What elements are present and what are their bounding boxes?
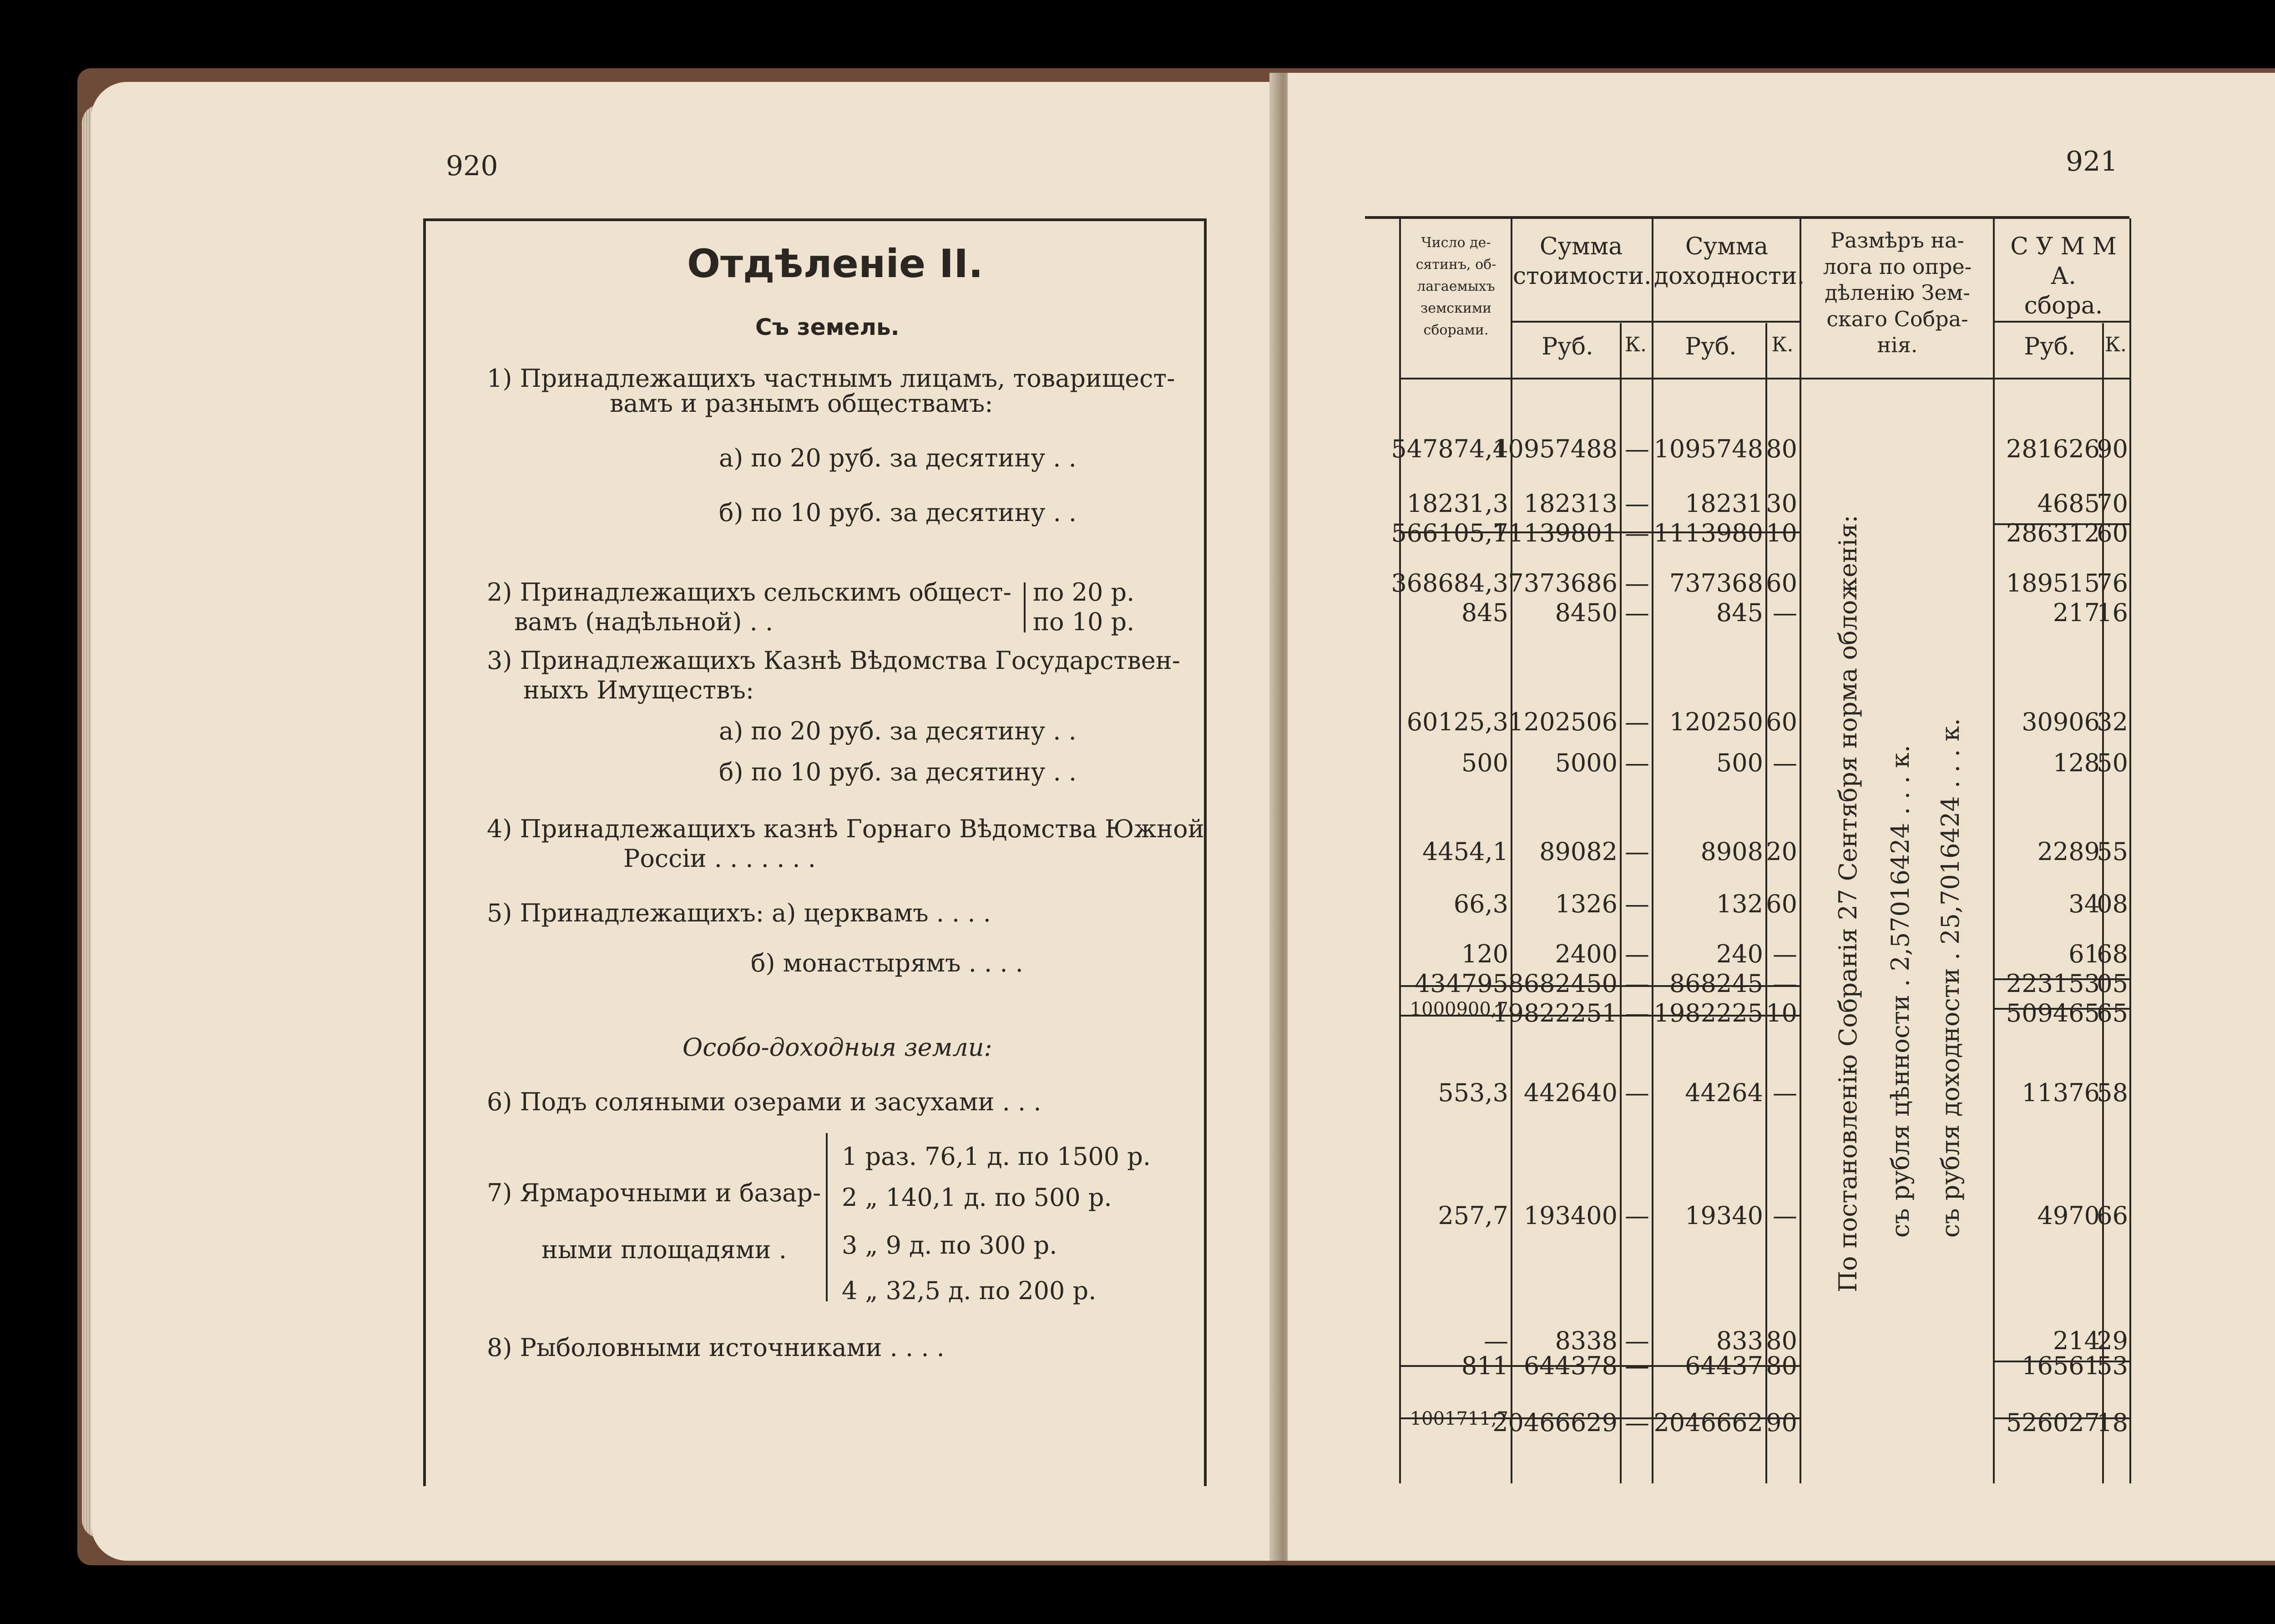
table-cell-dohod_r: 868245: [1669, 969, 1763, 998]
table-cell-sum_k: 65: [2097, 999, 2128, 1027]
table-cell-dohod_k: —: [1773, 1201, 1797, 1230]
item-2-brace: [1024, 582, 1026, 632]
table-cell-sum_k: 60: [2097, 519, 2128, 547]
table-cell-sum_r: 11376: [2022, 1078, 2100, 1107]
table-cell-desyatin: 547874,4: [1391, 435, 1508, 463]
table-cell-stoim_k: —: [1625, 999, 1649, 1027]
table-cell-dohod_k: —: [1773, 598, 1797, 627]
item-1-a: а) по 20 руб. за десятину . .: [719, 444, 1077, 472]
table-cell-desyatin: 1000900,7: [1410, 999, 1508, 1020]
table-cell-sum_r: 30906: [2022, 708, 2100, 736]
item-1-line1: 1) Принадлежащихъ частнымъ лицамъ, товарищест-: [487, 364, 1175, 393]
table-cell-desyatin: 368684,3: [1391, 569, 1508, 597]
table-cell-stoim_k: —: [1625, 519, 1649, 547]
table-vrule: [1993, 218, 1995, 1483]
table-cell-stoim_r: 11139801: [1492, 519, 1618, 547]
table-cell-desyatin: 257,7: [1438, 1201, 1508, 1230]
table-cell-dohod_r: 737368: [1669, 569, 1763, 597]
table-cell-stoim_k: —: [1625, 1078, 1649, 1107]
table-cell-dohod_k: 10: [1766, 999, 1797, 1027]
table-cell-sum_k: 66: [2097, 1201, 2128, 1230]
table-cell-stoim_k: —: [1625, 1326, 1649, 1355]
table-cell-stoim_k: —: [1625, 708, 1649, 736]
table-cell-dohod_r: 845: [1716, 598, 1763, 627]
table-cell-sum_r: 2289: [2037, 837, 2100, 866]
table-cell-sum_r: 214: [2053, 1326, 2100, 1355]
item-2-line1: 2) Принадлежащихъ сельскимъ общест-: [487, 578, 1011, 607]
table-cell-stoim_r: 8682450: [1508, 969, 1618, 998]
header-summa-sbora: С У М М А. сбора.: [2010, 233, 2117, 319]
table-cell-dohod_r: 64437: [1685, 1351, 1763, 1380]
header-dohodnost: Сумма доходности.: [1654, 233, 1805, 290]
norm-text: По постановленію Собранія 27 Сентября норма обложенія:: [1834, 515, 1862, 1292]
table-vrule: [1652, 218, 1653, 1483]
table-cell-sum_k: 18: [2097, 1408, 2128, 1437]
table-cell-stoim_r: 193400: [1523, 1201, 1618, 1230]
table-cell-sum_r: 128: [2053, 749, 2100, 777]
table-cell-stoim_r: 8338: [1555, 1326, 1618, 1355]
norm-value-cost: съ рубля цѣнности . 2,57016424 . . . к.: [1886, 745, 1915, 1238]
table-cell-dohod_r: 8908: [1700, 837, 1763, 866]
table-cell-dohod_r: 500: [1716, 749, 1763, 777]
table-cell-dohod_r: 44264: [1685, 1078, 1763, 1107]
table-cell-dohod_r: 18231: [1685, 489, 1763, 518]
table-cell-stoim_r: 442640: [1523, 1078, 1618, 1107]
table-cell-dohod_k: —: [1773, 749, 1797, 777]
item-3-a: а) по 20 руб. за десятину . .: [719, 717, 1077, 745]
table-vrule: [1800, 218, 1801, 1483]
table-cell-dohod_r: 833: [1716, 1326, 1763, 1355]
table-cell-desyatin: 60125,3: [1406, 708, 1508, 736]
item-1-line2: вамъ и разнымъ обществамъ:: [610, 389, 993, 418]
table-vrule: [1511, 218, 1512, 1483]
table-vrule: [2129, 218, 2131, 1483]
table-cell-desyatin: —: [1484, 1326, 1508, 1355]
table-header-subrule: [1511, 321, 1800, 323]
table-header-rule: [1399, 378, 2129, 379]
item-1-b: б) по 10 руб. за десятину . .: [719, 498, 1077, 527]
table-cell-dohod_k: —: [1773, 969, 1797, 998]
header-stoimost: Сумма стоимости.: [1513, 233, 1652, 290]
table-cell-stoim_k: —: [1625, 749, 1649, 777]
item-2-rate-20: по 20 р.: [1033, 578, 1135, 607]
table-cell-stoim_r: 10957488: [1492, 435, 1618, 463]
table-cell-stoim_r: 182313: [1523, 489, 1618, 518]
item-5-line2: б) монастырямъ . . . .: [751, 949, 1023, 977]
table-cell-desyatin: 553,3: [1438, 1078, 1508, 1107]
header-kop: К.: [2104, 333, 2127, 356]
table-cell-stoim_r: 1326: [1555, 890, 1618, 918]
norm-value-income: съ рубля доходности . 25,7016424 . . . к.: [1936, 718, 1965, 1238]
table-cell-stoim_r: 2400: [1555, 940, 1618, 968]
header-razmer-naloga: Размѣръ на- лога по опре- дѣленію Зем- скаго Собра- нія.: [1823, 228, 1972, 357]
item-7-row-2: 2 „ 140,1 д. по 500 р.: [842, 1183, 1112, 1212]
table-cell-dohod_k: 80: [1766, 1326, 1797, 1355]
table-cell-sum_k: 70: [2097, 489, 2128, 518]
table-cell-sum_k: 55: [2097, 837, 2128, 866]
table-cell-sum_r: 189515: [2006, 569, 2100, 597]
table-cell-desyatin: 500: [1461, 749, 1508, 777]
item-7-brace: [826, 1133, 828, 1301]
table-cell-sum_r: 16561: [2022, 1351, 2100, 1380]
table-cell-sum_r: 281626: [2006, 435, 2100, 463]
table-cell-dohod_r: 120250: [1669, 708, 1763, 736]
table-cell-stoim_k: —: [1625, 890, 1649, 918]
header-kop: К.: [1771, 333, 1794, 356]
table-cell-dohod_k: 80: [1766, 435, 1797, 463]
table-cell-stoim_k: —: [1625, 1201, 1649, 1230]
table-cell-dohod_k: 20: [1766, 837, 1797, 866]
item-7-line2: ными площадями .: [541, 1235, 787, 1264]
table-cell-stoim_k: —: [1625, 837, 1649, 866]
item-7-row-4: 4 „ 32,5 д. по 200 р.: [842, 1276, 1097, 1305]
header-rub: Руб.: [1685, 333, 1737, 360]
table-cell-stoim_k: —: [1625, 1408, 1649, 1437]
item-4-line2: Россіи . . . . . . .: [623, 844, 816, 873]
section-subtitle: Съ земель.: [755, 314, 900, 340]
table-cell-sum_k: 68: [2097, 940, 2128, 968]
table-header-subrule: [1993, 321, 2129, 323]
item-5-line1: 5) Принадлежащихъ: а) церквамъ . . . .: [487, 899, 991, 927]
header-rub: Руб.: [2024, 333, 2076, 360]
item-3-line1: 3) Принадлежащихъ Казнѣ Вѣдомства Государствен-: [487, 646, 1181, 675]
item-4-line1: 4) Принадлежащихъ казнѣ Горнаго Вѣдомства Южной: [487, 815, 1204, 843]
table-cell-sum_k: 76: [2097, 569, 2128, 597]
table-cell-dohod_r: 1982225: [1653, 999, 1763, 1027]
table-cell-dohod_r: 240: [1716, 940, 1763, 968]
table-cell-dohod_k: 60: [1766, 708, 1797, 736]
table-cell-desyatin: 811: [1461, 1351, 1508, 1380]
section-title: Отдѣленіе II.: [687, 241, 983, 287]
table-cell-stoim_k: —: [1625, 598, 1649, 627]
table-vrule: [1620, 323, 1622, 1483]
table-cell-stoim_k: —: [1625, 489, 1649, 518]
table-cell-stoim_r: 7373686: [1508, 569, 1618, 597]
table-cell-stoim_k: —: [1625, 940, 1649, 968]
item-2-rate-10: по 10 р.: [1033, 607, 1135, 636]
table-cell-sum_r: 509465: [2006, 999, 2100, 1027]
table-cell-desyatin: 66,3: [1453, 890, 1508, 918]
table-cell-dohod_r: 1095748: [1653, 435, 1763, 463]
table-cell-stoim_r: 644378: [1523, 1351, 1618, 1380]
table-cell-desyatin: 120: [1461, 940, 1508, 968]
table-cell-desyatin: 434795: [1414, 969, 1508, 998]
table-cell-desyatin: 845: [1461, 598, 1508, 627]
header-desyatin: Число де- сятинъ, об- лагаемыхъ земскими сборами.: [1416, 235, 1496, 338]
table-cell-sum_r: 217: [2053, 598, 2100, 627]
item-3-b: б) по 10 руб. за десятину . .: [719, 758, 1077, 786]
table-cell-sum_k: 90: [2097, 435, 2128, 463]
item-2-line2: вамъ (надѣльной) . .: [514, 607, 774, 636]
table-cell-dohod_k: 60: [1766, 890, 1797, 918]
table-cell-stoim_r: 1202506: [1508, 708, 1618, 736]
table-cell-dohod_r: 132: [1716, 890, 1763, 918]
table-cell-dohod_k: 30: [1766, 489, 1797, 518]
table-cell-sum_k: 50: [2097, 749, 2128, 777]
table-cell-dohod_k: —: [1773, 940, 1797, 968]
table-cell-sum_k: 53: [2097, 1351, 2128, 1380]
item-7-row-1: 1 раз. 76,1 д. по 1500 р.: [842, 1142, 1151, 1171]
table-cell-stoim_k: —: [1625, 1351, 1649, 1380]
header-rub: Руб.: [1542, 333, 1593, 360]
table-cell-desyatin: 1001711,7: [1410, 1408, 1508, 1429]
item-3-line2: ныхъ Имуществъ:: [523, 676, 754, 704]
header-kop: К.: [1624, 333, 1647, 356]
table-cell-dohod_r: 19340: [1685, 1201, 1763, 1230]
table-cell-dohod_k: 80: [1766, 1351, 1797, 1380]
table-cell-stoim_k: —: [1625, 435, 1649, 463]
table-cell-dohod_k: 10: [1766, 519, 1797, 547]
table-cell-sum_k: 05: [2097, 969, 2128, 998]
table-cell-sum_k: 29: [2097, 1326, 2128, 1355]
table-cell-sum_r: 4970: [2037, 1201, 2100, 1230]
item-7-line1: 7) Ярмарочными и базар-: [487, 1179, 821, 1207]
table-cell-dohod_k: —: [1773, 1078, 1797, 1107]
table-cell-desyatin: 18231,3: [1406, 489, 1508, 518]
table-cell-stoim_r: 8450: [1555, 598, 1618, 627]
table-cell-sum_r: 34: [2068, 890, 2100, 918]
special-heading: Особо-доходныя земли:: [682, 1033, 992, 1062]
table-cell-dohod_k: 90: [1766, 1408, 1797, 1437]
table-cell-desyatin: 566105,7: [1391, 519, 1508, 547]
table-cell-stoim_r: 19822251: [1492, 999, 1618, 1027]
table-cell-dohod_r: 1113980: [1653, 519, 1763, 547]
table-cell-stoim_r: 5000: [1555, 749, 1618, 777]
item-6: 6) Подъ соляными озерами и засухами . . .: [487, 1088, 1041, 1116]
table-cell-stoim_r: 20466629: [1492, 1408, 1618, 1437]
table-cell-stoim_k: —: [1625, 969, 1649, 998]
table-cell-stoim_k: —: [1625, 569, 1649, 597]
right-page-number: 921: [2066, 146, 2118, 177]
table-cell-sum_k: 08: [2097, 890, 2128, 918]
table-cell-sum_k: 16: [2097, 598, 2128, 627]
table-vrule: [1399, 218, 1401, 1483]
table-cell-sum_r: 4685: [2037, 489, 2100, 518]
table-cell-sum_r: 61: [2068, 940, 2100, 968]
table-cell-sum_r: 286312: [2006, 519, 2100, 547]
table-cell-sum_k: 32: [2097, 708, 2128, 736]
left-page-number: 920: [446, 150, 498, 182]
item-8: 8) Рыболовными источниками . . . .: [487, 1333, 945, 1362]
table-cell-sum_r: 223153: [2006, 969, 2100, 998]
table-cell-sum_k: 58: [2097, 1078, 2128, 1107]
table-top-rule: [1365, 216, 2129, 219]
table-cell-sum_r: 526027: [2006, 1408, 2100, 1437]
table-cell-dohod_r: 2046662: [1653, 1408, 1763, 1437]
table-cell-desyatin: 4454,1: [1422, 837, 1508, 866]
table-cell-dohod_k: 60: [1766, 569, 1797, 597]
table-cell-stoim_r: 89082: [1539, 837, 1618, 866]
item-7-row-3: 3 „ 9 д. по 300 р.: [842, 1231, 1057, 1260]
